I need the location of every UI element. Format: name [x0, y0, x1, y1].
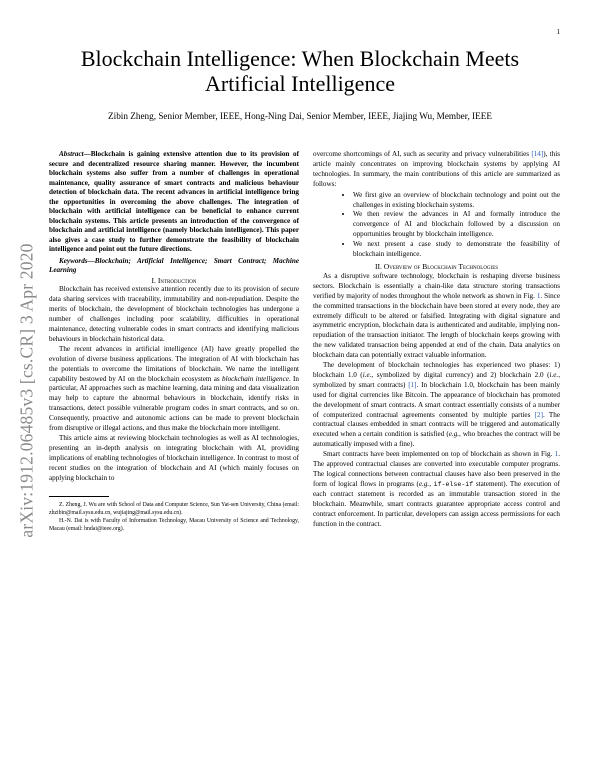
footnote-authors-1: Z. Zheng, J. Wu are with School of Data and Computer Science, Sun Yat-sen University, China (email: zhzibin@mail.sysu.edu.cn, wujiajing@mail.sysu.edu.cn). [49, 501, 299, 516]
figure-ref-1b[interactable]: 1 [554, 450, 559, 459]
ov-p3-eg: e.g. [418, 479, 430, 488]
section-heading-overview: II. Overview of Blockchain Technologies [374, 261, 499, 271]
ov-p3-text-a: Smart contracts have been implemented on top of blockchain as shown in Fig. [323, 450, 555, 459]
ov-p2-text-d: . In blockchain 1.0, blockchain has been mainly used for digital currencies like Bitcoin. The appearance of blockchain has promoted the development of smart contracts. A smart contract essentially consists of a number of computerized contractual agreements consented by multiple parties [313, 380, 560, 419]
ov-p2-text-b: , symbolized by digital currency) and 2) blockchain 2.0 ( [371, 370, 550, 379]
abstract [49, 150, 299, 255]
arxiv-stamp [12, 205, 42, 575]
keywords-label: Keywords [59, 256, 88, 265]
ov-p2-eg: e.g. [448, 430, 460, 439]
left-column [49, 150, 299, 533]
paper-title: Blockchain Intelligence: When Blockchain Meets Artificial Intelligence [80, 46, 520, 96]
overview-paragraph-3 [313, 450, 560, 529]
ov-p2-text-e: . The contractual clauses embedded in smart contracts will be triggered and automatically executed when a certain condition is satisfied ( [313, 410, 560, 439]
page-number: 1 [556, 28, 560, 36]
section-heading-introduction: I. Introduction [151, 275, 197, 285]
figure-ref-1[interactable]: 1 [536, 291, 541, 300]
intro-continuation [313, 150, 560, 190]
ov-p2-text-a: The development of blockchain technologies has experienced two phases: 1) blockchain 1.0 ( [313, 361, 560, 379]
abstract-text: —Blockchain is gaining extensive attention due to its provision of secure and decentralized resource sharing manner. However, the incumbent blockchain systems also suffer from a number of challenges in operational maintenance, quality assurance of smart contracts and malicious behaviour detection of blockchain data. The recent advances in artificial intelligence bring the opportunities in overcoming the above challenges. The integration of blockchain with artificial intelligence can be beneficial to enhance current blockchain systems. This article presents an introduction of the convergence of blockchain and artificial intelligence (namely blockchain intelligence). This paper also gives a case study to further demonstrate the feasibility of blockchain intelligence and point out the future directions. [49, 150, 299, 253]
ov-p2-ie-2: i.e. [549, 370, 559, 379]
list-item: • We then review the advances in AI and formally introduce the convergence of AI and blockchain followed by a discussion on opportunities brought by blockchain intelligence. [353, 210, 560, 240]
intro-paragraph-1: Blockchain has received extensive attention recently due to its provision of secure data sharing services with traceability, immutability and non-repudiation. Despite the merits of blockchain, the development of blockchain technologies has undergone a number of challenges including poor scalability, difficulties in operational maintenance, detecting vulnerable codes in smart contracts and identifying malicious behaviours in blockchain historical data. [49, 285, 299, 343]
citation-1[interactable]: [1] [408, 380, 417, 389]
abstract-label: Abstract [59, 150, 84, 158]
arxiv-stamp-text: arXiv:1912.06485v3 [cs.CR] 3 Apr 2020 [16, 242, 37, 538]
ov-p3-text-c: , [429, 479, 434, 488]
ov-p2-ie-1: i.e. [362, 370, 372, 379]
list-item: • We next present a case study to demonstrate the feasibility of blockchain intelligence. [353, 240, 560, 260]
citation-2[interactable]: [2] [534, 410, 543, 419]
intro-paragraph-3: This article aims at reviewing blockchain technologies as well as AI technologies, presenting an in-depth analysis on integrating blockchain with AI, providing implications of enabling technologies of blockchain intelligence. In contrast to most of recent studies on the integration of blockchain and AI (which mainly focuses on applying blockchain to [49, 434, 299, 482]
ov-p1-text-b: . Since the committed transactions in the blockchain have been stored at every node, they are extremely difficult to be altered or falsified. Integrating with digital signature and asymmetric encryption, blockchain data is authenticated and auditable, implying non-repudiation of the transaction initiator. The length of blockchain keeps growing with the new validated transaction being appended at end of the chain. Data analytics on blockchain data can potentially extract valuable information. [313, 291, 560, 360]
overview-paragraph-2 [313, 361, 560, 450]
intro-cont-text-a: overcome shortcomings of AI, such as security and privacy vulnerabilities [313, 150, 532, 158]
intro-p2-text-b: . In particular, AI approaches such as machine learning, data mining and data visualization may help to capture the abnormal behaviours in blockchain, identify risks in transactions, detect possible vulnerable program codes in smart contracts, and so on. Consequently, proactive and autonomic actions can be made to prevent blockchain from disruptive or illegal actions, and thus make the blockchain more intelligent. [49, 374, 300, 433]
right-column [313, 150, 560, 529]
intro-p2-text-a: The recent advances in artificial intelligence (AI) have greatly propelled the evolution of diverse business applications. The integration of AI with blockchain has the potentials to overcome the limitations of blockchain. We name the intelligent capability bestowed by AI on the blockchain ecosystem as [49, 344, 299, 383]
ov-p3-code: if-else-if [433, 480, 474, 488]
footnote-authors-2: H.-N. Dai is with Faculty of Information Technology, Macau University of Science and Technology, Macau (email: hndai@ieee.org). [49, 517, 299, 532]
ov-p3-text-b: . The approved contractual clauses are converted into executable computer programs. The logical connections between contractual clauses have also been preserved in the form of logical flows in programs ( [313, 450, 560, 488]
ov-p2-text-c: , symbolized by smart contracts) [313, 370, 561, 389]
list-item: • We first give an overview of blockchain technology and point out the challenges in existing blockchain systems. [353, 191, 560, 211]
author-list: Zibin Zheng, Senior Member, IEEE, Hong-Ning Dai, Senior Member, IEEE, Jiajing Wu, Member, IEEE [108, 111, 492, 121]
keywords-text: —Blockchain; Artificial Intelligence; Smart Contract; Machine Learning [49, 256, 299, 274]
contributions-list [313, 191, 560, 260]
overview-paragraph-1 [313, 272, 560, 361]
footnote-divider [49, 496, 109, 497]
ov-p3-text-d: statement). The execution of each contract statement is recorded as an immutable transaction stored in the blockchain. Meanwhile, smart contracts guarantee appropriate access control and contract enforcement. In particular, developers can assign access permissions for each function in the contract. [313, 479, 560, 528]
citation-14[interactable]: [14] [531, 150, 544, 158]
intro-p2-emphasis: blockchain intelligence [222, 374, 289, 383]
keywords [49, 257, 299, 276]
ov-p1-text-a: As a disruptive software technology, blockchain is reshaping diverse business sectors. Blockchain is essentially a chain-like data structure storing transactions verified by majority of nodes throughout the whole network as shown in Fig. [313, 271, 560, 300]
intro-cont-text-b: ), this article mainly concentrates on improving blockchain systems by applying AI technologies. In summary, the main contributions of this article are summarized as follows: [313, 150, 560, 188]
intro-paragraph-2 [49, 345, 299, 434]
ov-p2-text-f: , who breaches the contract will be automatically imposed with a fine). [313, 430, 560, 449]
